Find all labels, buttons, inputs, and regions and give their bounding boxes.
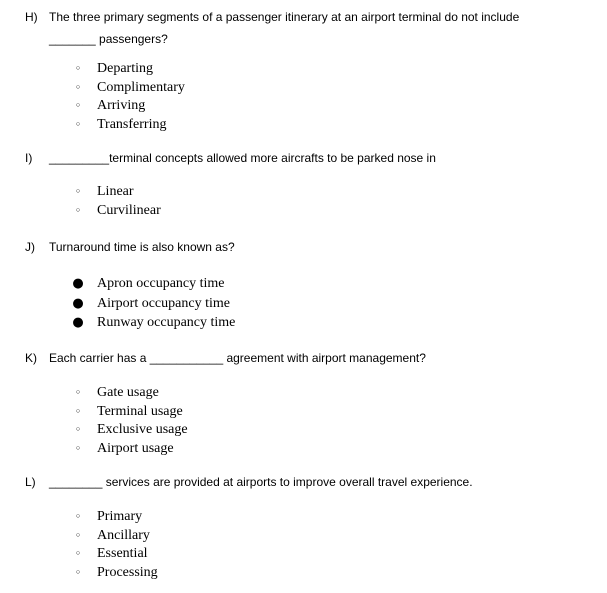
- filled-circle-bullet-icon: ●: [72, 295, 84, 311]
- option-label: Runway occupancy time: [97, 315, 236, 330]
- option-label: Apron occupancy time: [97, 276, 225, 291]
- hollow-circle-bullet-icon: ◦: [74, 62, 82, 75]
- filled-circle-bullet-icon: ●: [72, 276, 84, 291]
- option-label: Linear: [97, 184, 134, 199]
- question-text: [49, 236, 594, 258]
- question-text: [49, 347, 594, 369]
- option-label: Gate usage: [97, 385, 159, 400]
- question-text-line: The three primary segments of a passenger itinerary at an airport terminal do not include: [49, 10, 520, 24]
- hollow-circle-bullet-icon: ◦: [74, 203, 82, 217]
- hollow-circle-bullet-icon: ◦: [74, 528, 82, 542]
- question-text-line: _______ passengers?: [49, 32, 168, 46]
- question-text-line: _________terminal concepts allowed more aircrafts to be parked nose in: [49, 151, 436, 165]
- question-label: H): [25, 10, 38, 24]
- filled-circle-bullet-icon: ●: [72, 315, 84, 330]
- hollow-circle-bullet-icon: ◦: [74, 386, 82, 399]
- question-text: [49, 147, 594, 169]
- question-label: J): [25, 240, 35, 254]
- hollow-circle-bullet-icon: ◦: [74, 185, 82, 198]
- option-label: Complimentary: [97, 79, 185, 95]
- option-label: Airport occupancy time: [97, 295, 230, 311]
- option-label: Departing: [97, 61, 153, 76]
- question-text-line: ________ services are provided at airports to improve overall travel experience.: [49, 475, 473, 489]
- hollow-circle-bullet-icon: ◦: [74, 423, 82, 436]
- option-label: Ancillary: [97, 527, 150, 543]
- option-label: Essential: [97, 546, 148, 561]
- hollow-circle-bullet-icon: ◦: [74, 510, 82, 523]
- option-label: Airport usage: [97, 440, 174, 456]
- hollow-circle-bullet-icon: ◦: [74, 565, 82, 579]
- question-text-line: Turnaround time is also known as?: [49, 240, 235, 254]
- hollow-circle-bullet-icon: ◦: [74, 117, 82, 131]
- option-label: Exclusive usage: [97, 422, 188, 437]
- question-label: I): [25, 151, 33, 165]
- question-text: [49, 6, 594, 50]
- hollow-circle-bullet-icon: ◦: [74, 80, 82, 94]
- question-text: [49, 471, 594, 493]
- question-label: K): [25, 351, 37, 365]
- question-text-line: Each carrier has a ___________ agreement with airport management?: [49, 351, 426, 365]
- option-label: Transferring: [97, 116, 167, 132]
- hollow-circle-bullet-icon: ◦: [74, 441, 82, 455]
- option-label: Terminal usage: [97, 403, 183, 419]
- question-label: L): [25, 475, 36, 489]
- hollow-circle-bullet-icon: ◦: [74, 99, 82, 112]
- option-label: Arriving: [97, 98, 146, 113]
- hollow-circle-bullet-icon: ◦: [74, 547, 82, 560]
- option-label: Primary: [97, 509, 143, 524]
- option-label: Processing: [97, 564, 158, 580]
- hollow-circle-bullet-icon: ◦: [74, 404, 82, 418]
- option-label: Curvilinear: [97, 202, 161, 218]
